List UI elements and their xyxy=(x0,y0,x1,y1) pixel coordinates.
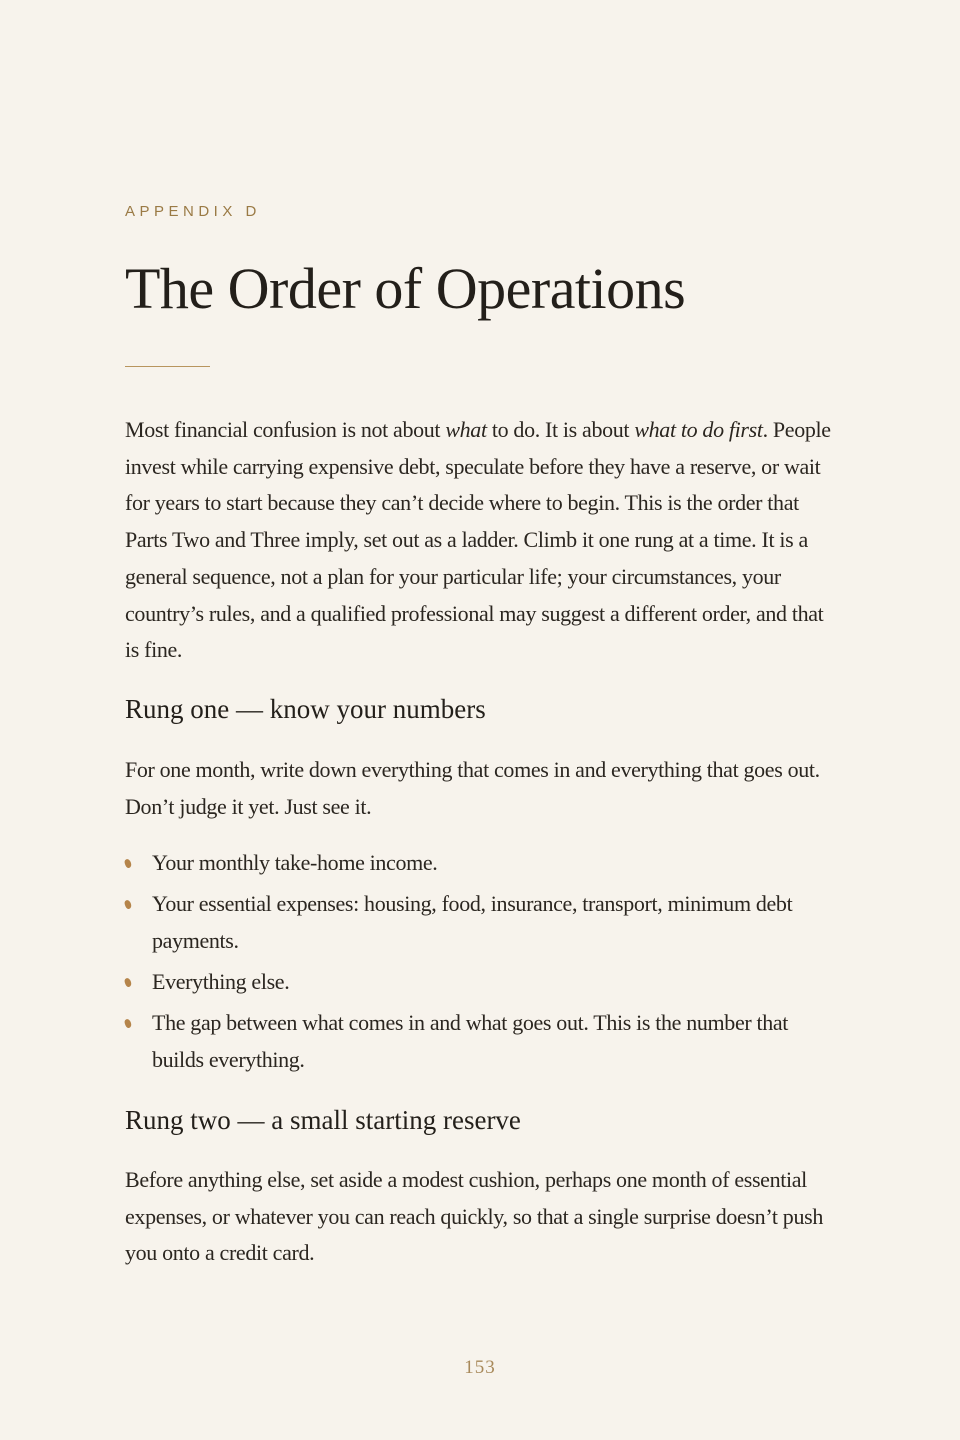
list-item xyxy=(125,845,837,882)
title-divider xyxy=(125,366,210,367)
page-number: 153 xyxy=(464,1357,496,1378)
rung-one-paragraph: For one month, write down everything that comes in and everything that goes out. Don’t judge it yet. Just see it. xyxy=(125,757,820,819)
intro-emphasis-what: what xyxy=(445,417,487,442)
bullet-icon xyxy=(124,977,133,988)
intro-text-3: . People invest while carrying expensive debt, speculate before they have a reserve, or wait for years to start because they can’t decide where to begin. This is the order that Parts Two and Three imply, set out as a ladder. Climb it one rung at a time. It is a general sequence, not a plan for your particular life; your circumstances, your country’s rules, and a qualified professional may suggest a different order, and that is fine. xyxy=(125,417,831,663)
rung-two-paragraph: Before anything else, set aside a modest cushion, perhaps one month of essential expenses, or whatever you can reach quickly, so that a single surprise doesn’t push you onto a credit card. xyxy=(125,1167,823,1266)
bullet-icon xyxy=(124,1019,133,1030)
list-item xyxy=(125,886,837,959)
page-title: The Order of Operations xyxy=(125,256,686,321)
intro-text-1: Most financial confusion is not about xyxy=(125,417,446,442)
intro-paragraph xyxy=(125,412,837,669)
rung-two-heading: Rung two — a small starting reserve xyxy=(125,1105,521,1135)
list-item xyxy=(125,1005,837,1078)
list-item xyxy=(125,964,837,1001)
list-item-text: Your monthly take-home income. xyxy=(152,850,438,875)
list-item-text: Everything else. xyxy=(152,969,290,995)
bullet-icon xyxy=(124,858,133,869)
rung-one-list xyxy=(125,845,837,1083)
bullet-icon xyxy=(124,899,133,910)
list-item-text: The gap between what comes in and what goes out. This is the number that builds everything. xyxy=(152,1010,789,1073)
intro-text-2: to do. It is about xyxy=(486,417,635,442)
list-item-text: Your essential expenses: housing, food, insurance, transport, minimum debt payments. xyxy=(152,891,793,953)
intro-emphasis-what-first: what to do first xyxy=(634,417,763,442)
appendix-label: APPENDIX D xyxy=(125,203,261,220)
rung-one-heading: Rung one — know your numbers xyxy=(125,694,486,724)
